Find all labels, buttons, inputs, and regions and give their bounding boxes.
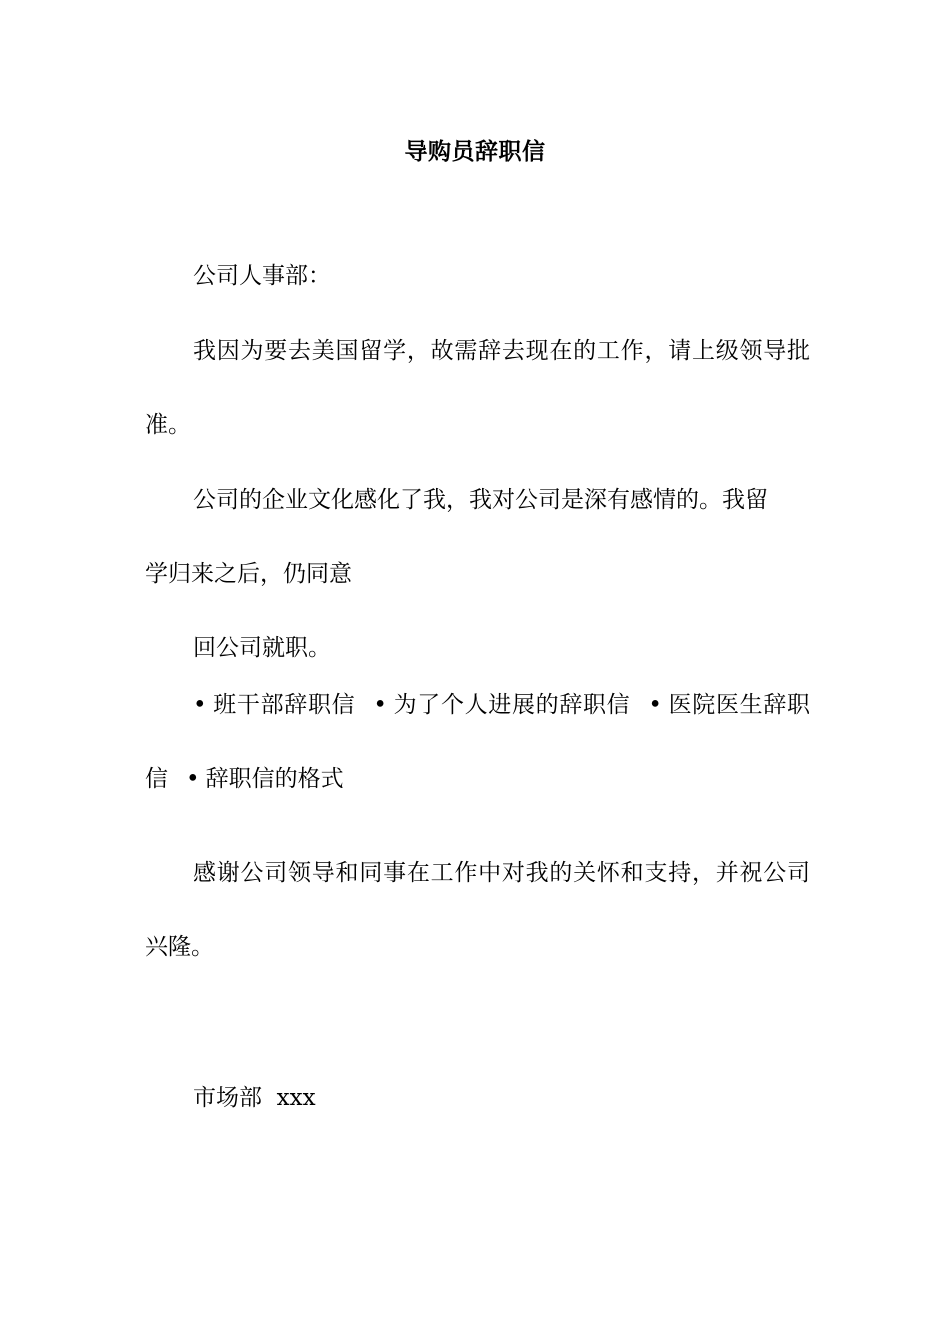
bullet-icon: • <box>648 692 662 718</box>
related-link-item[interactable]: • 为了个人进展的辞职信 <box>373 692 631 718</box>
related-links <box>145 668 810 816</box>
paragraph-study-abroad: 我因为要去美国留学，故需辞去现在的工作，请上级领导批准。 <box>145 338 810 438</box>
letter-title: 导购员辞职信 <box>404 139 546 165</box>
salutation: 公司人事部： <box>193 263 331 289</box>
bullet-icon: • <box>186 766 200 792</box>
related-link-item[interactable]: • 班干部辞职信 <box>193 692 356 718</box>
bullet-icon: • <box>193 692 207 718</box>
paragraph-culture-line2: 学归来之后，仍同意 <box>145 561 352 587</box>
related-link-item[interactable]: • 辞职信的格式 <box>186 766 344 792</box>
paragraph-thanks: 感谢公司领导和同事在工作中对我的关怀和支持，并祝公司兴隆。 <box>145 860 810 960</box>
related-link-item[interactable]: • 医院医生辞职信 <box>145 692 811 792</box>
paragraph-culture-line1: 公司的企业文化感化了我，我对公司是深有感情的。我留 <box>193 487 768 513</box>
bullet-icon: • <box>373 692 387 718</box>
paragraph-return: 回公司就职。 <box>193 635 331 661</box>
signature: 市场部 xxx <box>193 1085 316 1111</box>
